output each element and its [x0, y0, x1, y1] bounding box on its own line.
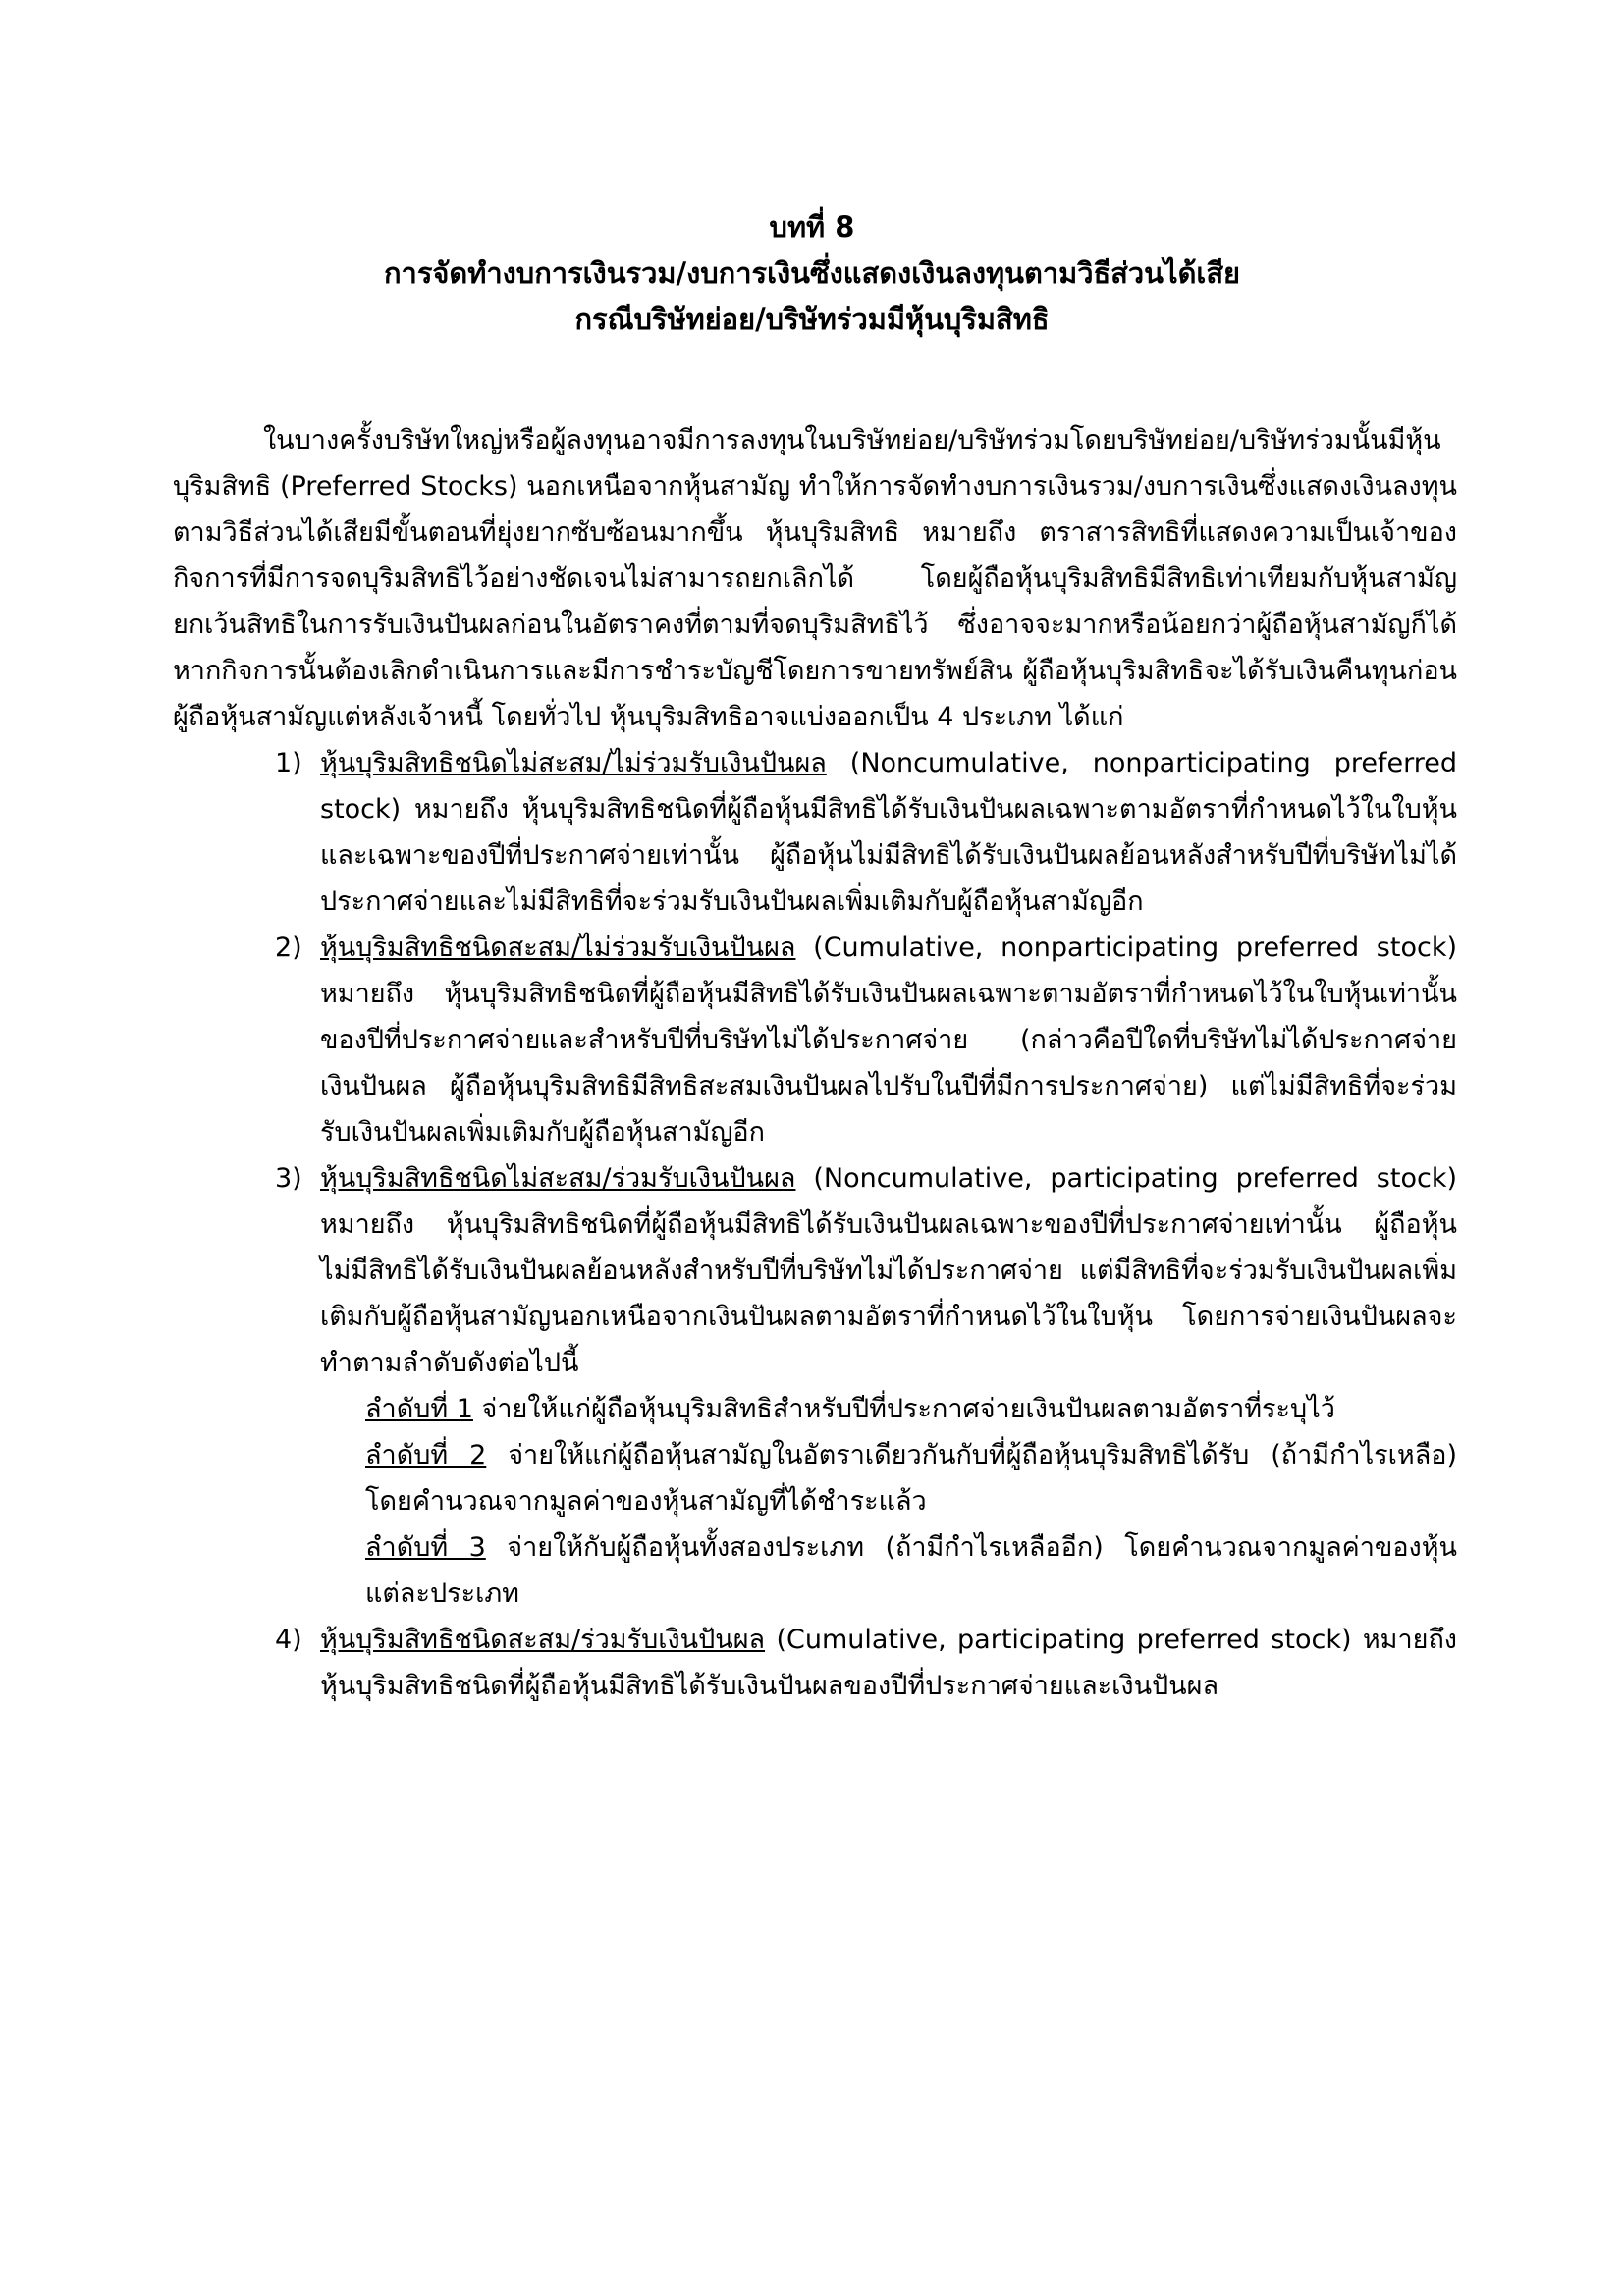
chapter-header [0, 204, 1624, 343]
list-item-number: 4) [275, 1625, 302, 1655]
list-item-body [320, 740, 1457, 925]
list-item-body [320, 925, 1457, 1155]
list-item-number: 2) [275, 933, 302, 963]
list-item-number: 3) [275, 1163, 302, 1194]
dividend-order-steps [173, 1386, 1457, 1617]
list-item-3 [173, 1155, 1457, 1386]
list-item-term: หุ้นบุริมสิทธิชนิดไม่สะสม/ร่วมรับเงินปันผล [320, 1163, 796, 1194]
step-label: ลำดับที่ 1 [365, 1394, 473, 1424]
list-item-text: (Cumulative, participating preferred stock) หมายถึง หุ้นบุริมสิทธิชนิดที่ผู้ถือหุ้นมีสิทธิได้รับเงินปันผลของปีที่ประกาศจ่ายและเงินปันผล [320, 1625, 1457, 1701]
step-label: ลำดับที่ 2 [365, 1440, 487, 1470]
intro-paragraph: ในบางครั้งบริษัทใหญ่หรือผู้ลงทุนอาจมีการลงทุนในบริษัทย่อย/บริษัทร่วมโดยบริษัทย่อย/บริษัทร่วมนั้นมีหุ้นบุริมสิทธิ (Preferred Stocks) นอกเหนือจากหุ้นสามัญ ทำให้การจัดทำงบการเงินรวม/งบการเงินซึ่งแสดงเงินลงทุนตามวิธีส่วนได้เสียมีขั้นตอนที่ยุ่งยากซับซ้อนมากขึ้น หุ้นบุริมสิทธิ หมายถึง ตราสารสิทธิที่แสดงความเป็นเจ้าของกิจการที่มีการจดบุริมสิทธิไว้อย่างชัดเจนไม่สามารถยกเลิกได้ โดยผู้ถือหุ้นบุริมสิทธิมีสิทธิเท่าเทียมกับหุ้นสามัญ ยกเว้นสิทธิในการรับเงินปันผลก่อนในอัตราคงที่ตามที่จดบุริมสิทธิไว้ ซึ่งอาจจะมากหรือน้อยกว่าผู้ถือหุ้นสามัญก็ได้ หากกิจการนั้นต้องเลิกดำเนินการและมีการชำระบัญชีโดยการขายทรัพย์สิน ผู้ถือหุ้นบุริมสิทธิจะได้รับเงินคืนทุนก่อนผู้ถือหุ้นสามัญแต่หลังเจ้าหนี้ โดยทั่วไป หุ้นบุริมสิทธิอาจแบ่งออกเป็น 4 ประเภท ได้แก่ [173, 425, 1457, 732]
list-item-2 [173, 925, 1457, 1155]
list-item-term: หุ้นบุริมสิทธิชนิดสะสม/ไม่ร่วมรับเงินปันผล [320, 933, 796, 963]
list-item-text: (Noncumulative, nonparticipating preferred stock) หมายถึง หุ้นบุริมสิทธิชนิดที่ผู้ถือหุ้นมีสิทธิได้รับเงินปันผลเฉพาะตามอัตราที่กำหนดไว้ในใบหุ้นและเฉพาะของปีที่ประกาศจ่ายเท่านั้น ผู้ถือหุ้นไม่มีสิทธิได้รับเงินปันผลย้อนหลังสำหรับปีที่บริษัทไม่ได้ประกาศจ่ายและไม่มีสิทธิที่จะร่วมรับเงินปันผลเพิ่มเติมกับผู้ถือหุ้นสามัญอีก [320, 748, 1457, 917]
list-item-number: 1) [275, 748, 302, 778]
step-label: ลำดับที่ 3 [365, 1532, 486, 1563]
list-item-1 [173, 740, 1457, 925]
step-text: จ่ายให้กับผู้ถือหุ้นทั้งสองประเภท (ถ้ามีกำไรเหลืออีก) โดยคำนวณจากมูลค่าของหุ้นแต่ละประเภท [365, 1532, 1457, 1609]
list-item-term: หุ้นบุริมสิทธิชนิดไม่สะสม/ไม่ร่วมรับเงินปันผล [320, 748, 827, 778]
step-1 [365, 1386, 1457, 1432]
list-item-body [320, 1155, 1457, 1386]
step-3 [365, 1524, 1457, 1617]
body-text [173, 417, 1457, 1709]
list-item-term: หุ้นบุริมสิทธิชนิดสะสม/ร่วมรับเงินปันผล [320, 1625, 766, 1655]
list-item-body [320, 1617, 1457, 1709]
chapter-title-line-1: การจัดทำงบการเงินรวม/งบการเงินซึ่งแสดงเงินลงทุนตามวิธีส่วนได้เสีย [383, 256, 1241, 290]
list-item-text: (Cumulative, nonparticipating preferred stock) หมายถึง หุ้นบุริมสิทธิชนิดที่ผู้ถือหุ้นมีสิทธิได้รับเงินปันผลเฉพาะตามอัตราที่กำหนดไว้ในใบหุ้นเท่านั้นของปีที่ประกาศจ่ายและสำหรับปีที่บริษัทไม่ได้ประกาศจ่าย (กล่าวคือปีใดที่บริษัทไม่ได้ประกาศจ่ายเงินปันผล ผู้ถือหุ้นบุริมสิทธิมีสิทธิสะสมเงินปันผลไปรับในปีที่มีการประกาศจ่าย) แต่ไม่มีสิทธิที่จะร่วมรับเงินปันผลเพิ่มเติมกับผู้ถือหุ้นสามัญอีก [320, 933, 1457, 1148]
step-2 [365, 1432, 1457, 1524]
list-item-text: (Noncumulative, participating preferred stock) หมายถึง หุ้นบุริมสิทธิชนิดที่ผู้ถือหุ้นมีสิทธิได้รับเงินปันผลเฉพาะของปีที่ประกาศจ่ายเท่านั้น ผู้ถือหุ้นไม่มีสิทธิได้รับเงินปันผลย้อนหลังสำหรับปีที่บริษัทไม่ได้ประกาศจ่าย แต่มีสิทธิที่จะร่วมรับเงินปันผลเพิ่มเติมกับผู้ถือหุ้นสามัญนอกเหนือจากเงินปันผลตามอัตราที่กำหนดไว้ในใบหุ้น โดยการจ่ายเงินปันผลจะทำตามลำดับดังต่อไปนี้ [320, 1163, 1457, 1378]
step-text: จ่ายให้แก่ผู้ถือหุ้นสามัญในอัตราเดียวกันกับที่ผู้ถือหุ้นบุริมสิทธิได้รับ (ถ้ามีกำไรเหลือ) โดยคำนวณจากมูลค่าของหุ้นสามัญที่ได้ชำระแล้ว [365, 1440, 1457, 1517]
chapter-number: บทที่ 8 [769, 210, 855, 243]
step-text: จ่ายให้แก่ผู้ถือหุ้นบุริมสิทธิสำหรับปีที่ประกาศจ่ายเงินปันผลตามอัตราที่ระบุไว้ [472, 1394, 1335, 1424]
list-item-4 [173, 1617, 1457, 1709]
chapter-title-line-2: กรณีบริษัทย่อย/บริษัทร่วมมีหุ้นบุริมสิทธิ [574, 302, 1050, 336]
